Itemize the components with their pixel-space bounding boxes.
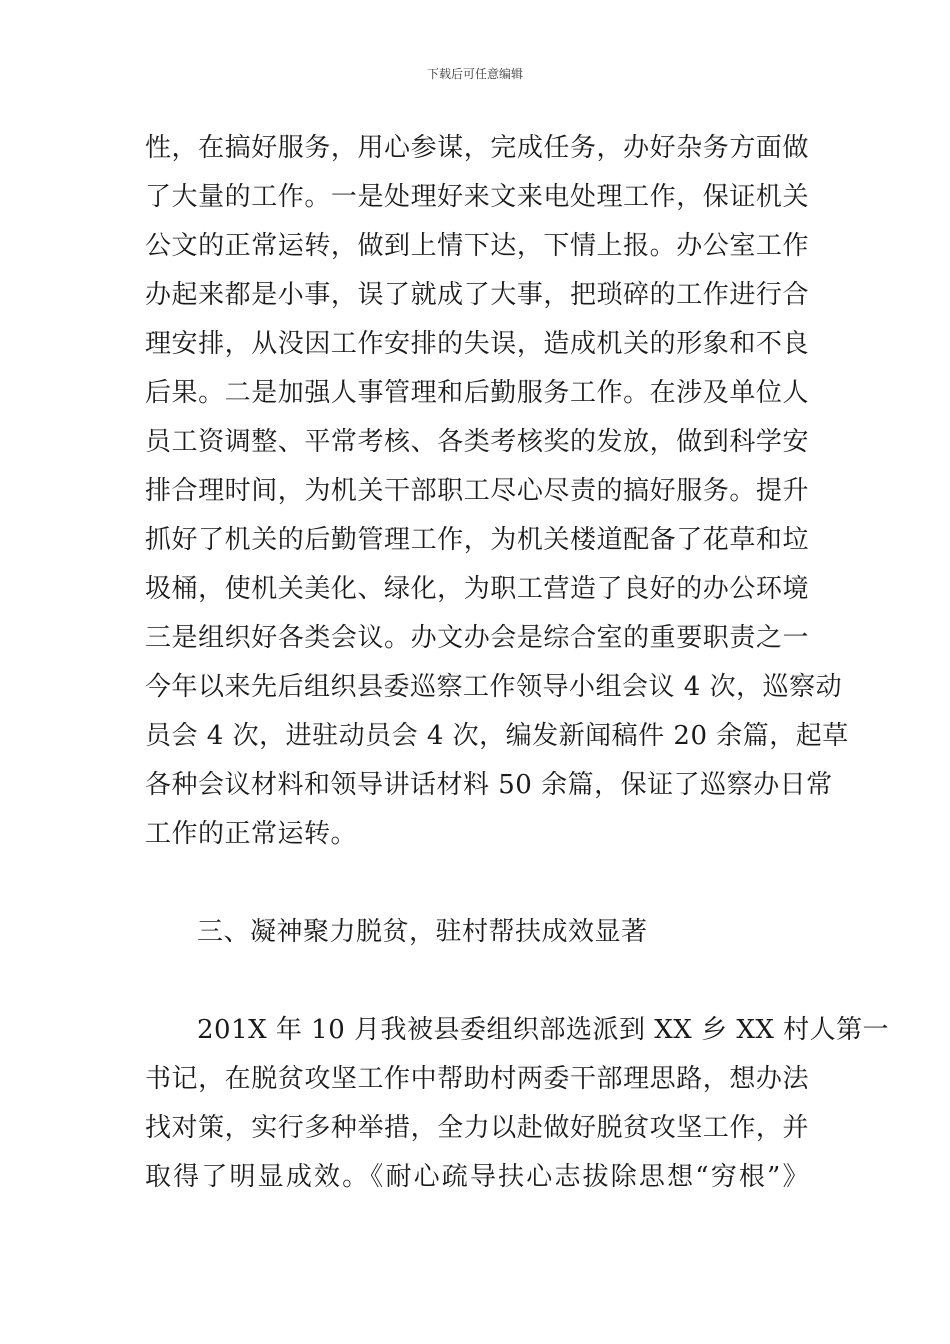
document-body <box>145 124 890 1202</box>
text-line: 取得了明显成效。《耐心疏导扶心志拔除思想“穷根”》 <box>145 1162 809 1192</box>
paragraph-poverty-alleviation <box>145 1006 890 1202</box>
text-line: 性，在搞好服务，用心参谋，完成任务，办好杂务方面做 <box>145 133 809 163</box>
text-line: 员会 4 次，进驻动员会 4 次，编发新闻稿件 20 余篇，起草 <box>145 721 849 751</box>
text-line: 找对策，实行多种举措，全力以赴做好脱贫攻坚工作，并 <box>145 1113 809 1143</box>
paragraph-office-work <box>145 124 849 859</box>
text-line: 了大量的工作。一是处理好来文来电处理工作，保证机关 <box>145 182 809 212</box>
paragraph-spacer <box>145 859 809 908</box>
text-line: 公文的正常运转，做到上情下达，下情上报。办公室工作 <box>145 231 809 261</box>
text-line: 工作的正常运转。 <box>145 819 358 849</box>
text-line: 各种会议材料和领导讲话材料 50 余篇，保证了巡察办日常 <box>145 770 833 800</box>
text-line: 员工资调整、平常考核、各类考核奖的发放，做到科学安 <box>145 427 809 457</box>
text-line: 圾桶，使机关美化、绿化，为职工营造了良好的办公环境 <box>145 574 809 604</box>
text-line: 办起来都是小事，误了就成了大事，把琐碎的工作进行合 <box>145 280 809 310</box>
page-header-note: 下载后可任意编辑 <box>426 67 523 81</box>
text-line: 201X 年 10 月我被县委组织部选派到 XX 乡 XX 村人第一 <box>197 1015 890 1045</box>
section-heading: 三、凝神聚力脱贫，驻村帮扶成效显著 <box>197 917 648 947</box>
text-line: 三是组织好各类会议。办文办会是综合室的重要职责之一 <box>145 623 809 653</box>
text-line: 排合理时间，为机关干部职工尽心尽责的搞好服务。提升 <box>145 476 809 506</box>
text-line: 后果。二是加强人事管理和后勤服务工作。在涉及单位人 <box>145 378 809 408</box>
text-line: 书记，在脱贫攻坚工作中帮助村两委干部理思路，想办法 <box>145 1064 809 1094</box>
text-line: 抓好了机关的后勤管理工作，为机关楼道配备了花草和垃 <box>145 525 809 555</box>
paragraph-spacer <box>145 957 809 1006</box>
text-line: 今年以来先后组织县委巡察工作领导小组会议 4 次，巡察动 <box>145 672 843 702</box>
text-line: 理安排，从没因工作安排的失误，造成机关的形象和不良 <box>145 329 809 359</box>
